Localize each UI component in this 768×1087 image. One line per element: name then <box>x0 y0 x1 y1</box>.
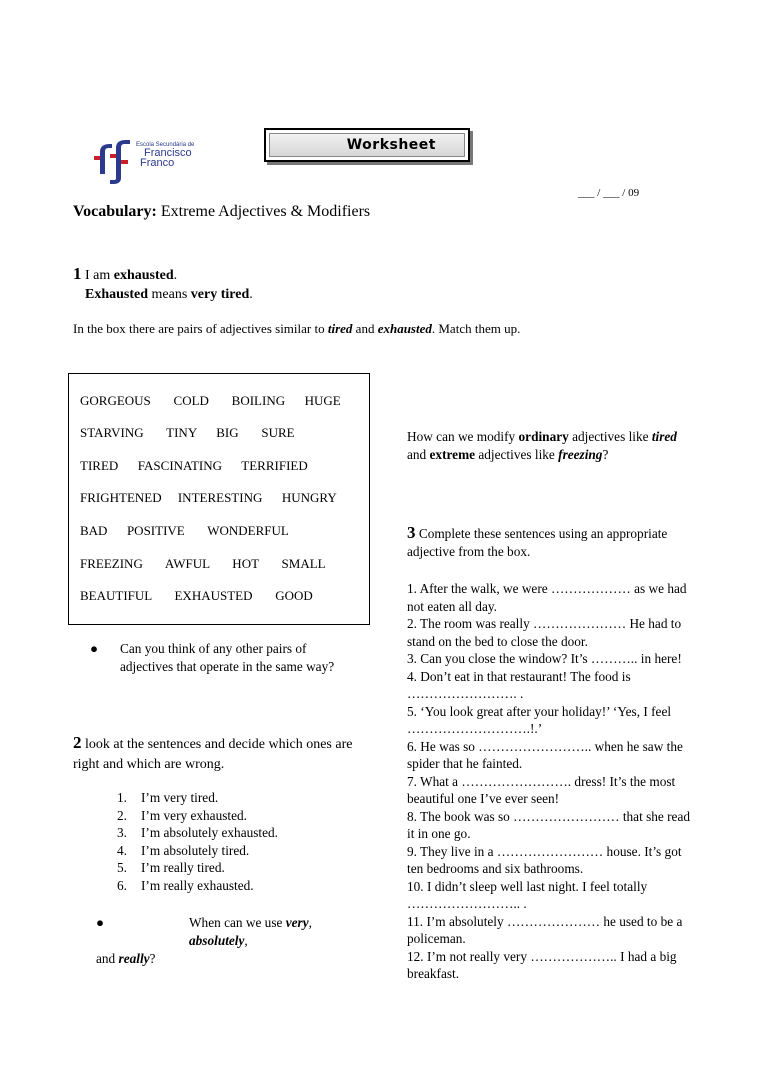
bullet-question-2 <box>96 914 356 968</box>
bullet-dot-icon: ● <box>96 915 105 930</box>
section-1-instruction <box>73 321 520 337</box>
list-item: 3. Can you close the window? It’s ……….. in here! <box>407 651 682 666</box>
list-item <box>117 859 278 877</box>
list-item-text: I’m really exhausted. <box>141 877 254 893</box>
worksheet-title: Worksheet <box>346 137 436 153</box>
modify-part-a: How can we modify <box>407 429 519 444</box>
list-item: 5. ‘You look great after your holiday!’ ‘Yes, I feel ……………………….!.’ <box>407 703 672 736</box>
bullet-2-question-mark: ? <box>149 951 156 966</box>
modify-part-c: adjectives like <box>568 429 652 444</box>
modify-question-mark: ? <box>602 447 609 462</box>
section-1-definition-word: Exhausted <box>85 287 149 302</box>
modify-part-g: adjectives like <box>475 447 559 462</box>
adjective-row: FRIGHTENED INTERESTING HUNGRY <box>80 490 337 505</box>
adjective-row: GORGEOUS COLD BOILING HUGE <box>80 393 341 408</box>
bullet-2-part-and: and <box>96 951 119 966</box>
list-item-number: 2. <box>117 807 127 823</box>
section-1-punct: . <box>173 268 178 283</box>
list-item-text: I’m absolutely exhausted. <box>141 825 278 840</box>
section-3-number: 3 <box>407 523 416 542</box>
instruction-word-tired: tired <box>327 321 353 336</box>
section-1 <box>73 264 253 304</box>
list-item-number: 5. <box>117 860 127 875</box>
heading-topic: Extreme Adjectives & Modifiers <box>156 203 371 220</box>
section-2 <box>73 733 373 775</box>
school-logo <box>90 130 205 190</box>
bullet-dot-icon: ● <box>90 641 99 656</box>
list-item-text: I’m absolutely tired. <box>141 842 250 858</box>
section-2-text: look at the sentences and decide which ones are right and which are wrong. <box>73 737 353 772</box>
adjective-row: BEAUTIFUL EXHAUSTED GOOD <box>80 588 313 603</box>
list-item-number: 4. <box>117 842 127 858</box>
school-logo-mark-icon <box>90 138 134 184</box>
list-item: 11. I’m absolutely ………………… he used to be a policeman. <box>407 913 683 946</box>
section-1-text: I am <box>81 268 114 283</box>
list-item-number: 3. <box>117 825 127 840</box>
bullet-question-1-text: Can you think of any other pairs of adjectives that operate in the same way? <box>120 641 335 674</box>
modify-word-ordinary: ordinary <box>518 429 569 444</box>
bullet-2-comma-2: , <box>244 933 248 948</box>
list-item-text: I’m very tired. <box>141 790 219 805</box>
bullet-2-comma: , <box>308 915 312 930</box>
instruction-part-a: In the box there are pairs of adjectives similar to <box>73 321 328 336</box>
modify-word-tired: tired <box>651 429 677 444</box>
date-field: ___ / ___ / 09 <box>578 187 640 199</box>
instruction-part-e: . Match them up. <box>431 321 521 336</box>
list-item: 10. I didn’t sleep well last night. I feel totally …………………….. . <box>407 878 648 911</box>
heading-label: Vocabulary: <box>73 203 157 220</box>
list-item <box>117 789 278 807</box>
list-item <box>117 807 278 825</box>
logo-line2: Francisco <box>144 147 192 159</box>
adjective-row: TIRED FASCINATING TERRIFIED <box>80 458 308 473</box>
section-1-definition-meaning: very tired <box>190 287 250 302</box>
list-item: 4. Don’t eat in that restaurant! The food is ……………………. . <box>407 668 631 701</box>
list-item <box>117 842 278 860</box>
bullet-2-word-absolutely: absolutely <box>189 933 245 948</box>
page-heading <box>73 203 370 221</box>
instruction-word-exhausted: exhausted <box>377 321 432 336</box>
logo-line1: Escola Secundária de <box>136 142 195 148</box>
adjective-box <box>68 373 370 625</box>
list-item-number: 6. <box>117 877 127 893</box>
bullet-question-1 <box>90 640 350 676</box>
instruction-part-c: and <box>352 321 378 336</box>
list-item: 12. I’m not really very ……………….. I had a big breakfast. <box>407 948 677 981</box>
section-2-list <box>117 789 278 894</box>
list-item: 2. The room was really ………………… He had to stand on the bed to close the door. <box>407 616 682 649</box>
section-3-list <box>407 580 699 983</box>
section-3 <box>407 524 697 561</box>
list-item-text: I’m very exhausted. <box>141 807 247 823</box>
section-1-definition-text: means <box>148 287 191 302</box>
modify-word-extreme: extreme <box>429 447 476 462</box>
section-2-number: 2 <box>73 733 82 752</box>
section-1-definition-punct: . <box>249 287 253 302</box>
list-item <box>117 877 278 895</box>
worksheet-title-box <box>264 128 470 162</box>
bullet-2-word-very: very <box>285 915 309 930</box>
modify-word-freezing: freezing <box>558 447 603 462</box>
list-item: 7. What a ……………………. dress! It’s the most beautiful one I’ve ever seen! <box>407 773 676 806</box>
list-item <box>117 824 278 842</box>
section-3-text: Complete these sentences using an appropriate adjective from the box. <box>407 526 668 559</box>
list-item: 8. The book was so …………………… that she read it in one go. <box>407 808 691 841</box>
adjective-row: FREEZING AWFUL HOT SMALL <box>80 556 326 571</box>
section-1-number: 1 <box>73 264 82 283</box>
list-item: 1. After the walk, we were ……………… as we had not eaten all day. <box>407 581 687 614</box>
adjective-row: BAD POSITIVE WONDERFUL <box>80 523 289 538</box>
list-item: 9. They live in a …………………… house. It’s got ten bedrooms and six bathrooms. <box>407 843 682 876</box>
bullet-2-word-really: really <box>118 951 150 966</box>
bullet-2-part-a: When can we use <box>189 915 286 930</box>
list-item: 6. He was so …………………….. when he saw the spider that he fainted. <box>407 738 683 771</box>
list-item-number: 1. <box>117 790 127 805</box>
adjective-row: STARVING TINY BIG SURE <box>80 425 295 440</box>
modify-question <box>407 428 697 464</box>
modify-part-e: and <box>407 447 430 462</box>
section-1-bold-word: exhausted <box>113 268 174 283</box>
list-item-text: I’m really tired. <box>141 860 225 875</box>
logo-line3: Franco <box>140 157 175 169</box>
